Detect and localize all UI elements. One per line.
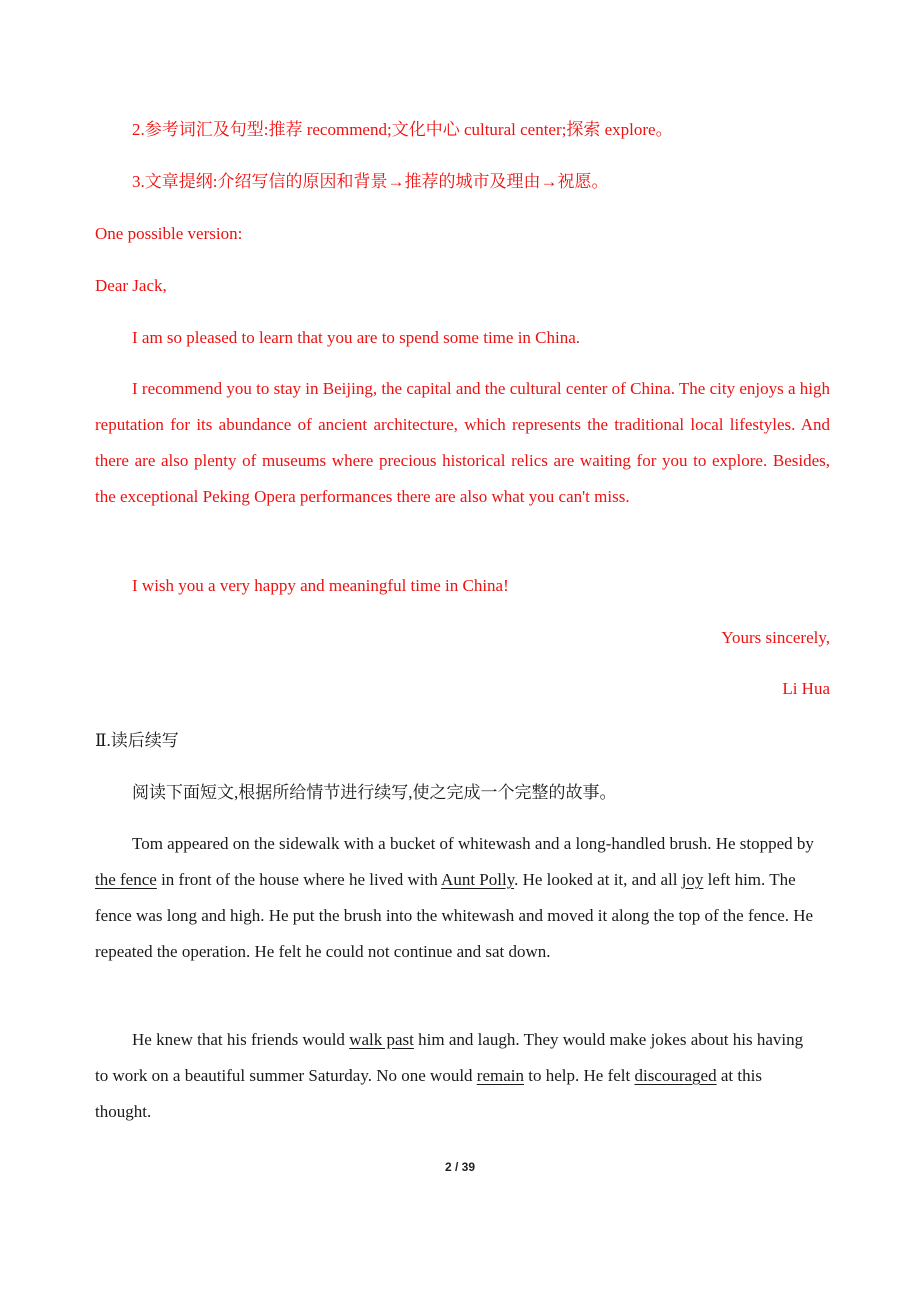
letter-closing: Yours sincerely, — [721, 628, 830, 647]
story-text: Tom appeared on the sidewalk with a bucket of whitewash and a long-handled brush. He stopped by — [132, 834, 814, 853]
underlined-word: Aunt Polly — [441, 870, 515, 889]
underlined-word: remain — [476, 1066, 524, 1085]
page-number: 2 / 39 — [444, 1160, 476, 1174]
letter-paragraph-1: I am so pleased to learn that you are to spend some time in China. — [132, 328, 581, 347]
sample-heading: One possible version: — [95, 224, 243, 243]
section-instruction: 阅读下面短文,根据所给情节进行续写,使之完成一个完整的故事。 — [132, 783, 617, 802]
outline-hint: 3.文章提纲:介绍写信的原因和背景→推荐的城市及理由→祝愿。 — [132, 172, 609, 191]
story-text: at this thought. — [95, 1066, 762, 1121]
story-text: to help. He felt — [524, 1066, 635, 1085]
story-paragraph-2 — [95, 1022, 820, 1130]
letter-paragraph-2: I recommend you to stay in Beijing, the capital and the cultural center of China. The city enjoys a high reputation for its abundance of ancient architecture, which represents the traditional local lifestyles. And there are also plenty of museums where precious historical relics are waiting for you to explore. Besides, the exceptional Peking Opera performances there are also what you can't miss. — [95, 379, 830, 506]
letter-signature: Li Hua — [782, 679, 830, 698]
underlined-word: discouraged — [634, 1066, 717, 1085]
letter-greeting: Dear Jack, — [95, 276, 167, 295]
underlined-word: the fence — [95, 870, 157, 889]
letter-paragraph-3: I wish you a very happy and meaningful time in China! — [132, 576, 509, 595]
story-text: in front of the house where he lived with — [156, 870, 442, 889]
vocab-hint: 2.参考词汇及句型:推荐 recommend;文化中心 cultural center;探索 explore。 — [132, 120, 673, 139]
story-text: He knew that his friends would — [132, 1030, 350, 1049]
story-text: . He looked at it, and all — [514, 870, 682, 889]
story-paragraph-1 — [95, 826, 823, 970]
story-text: him and laugh. They would make jokes about his having to work on a beautiful summer Saturday. No one would — [95, 1030, 804, 1085]
underlined-word: walk past — [349, 1030, 414, 1049]
story-text: left him. The fence was long and high. He put the brush into the whitewash and moved it along the top of the fence. He repeated the operation. He felt he could not continue and sat down. — [95, 870, 814, 961]
section-title: Ⅱ.读后续写 — [95, 731, 179, 750]
underlined-word: joy — [681, 870, 704, 889]
